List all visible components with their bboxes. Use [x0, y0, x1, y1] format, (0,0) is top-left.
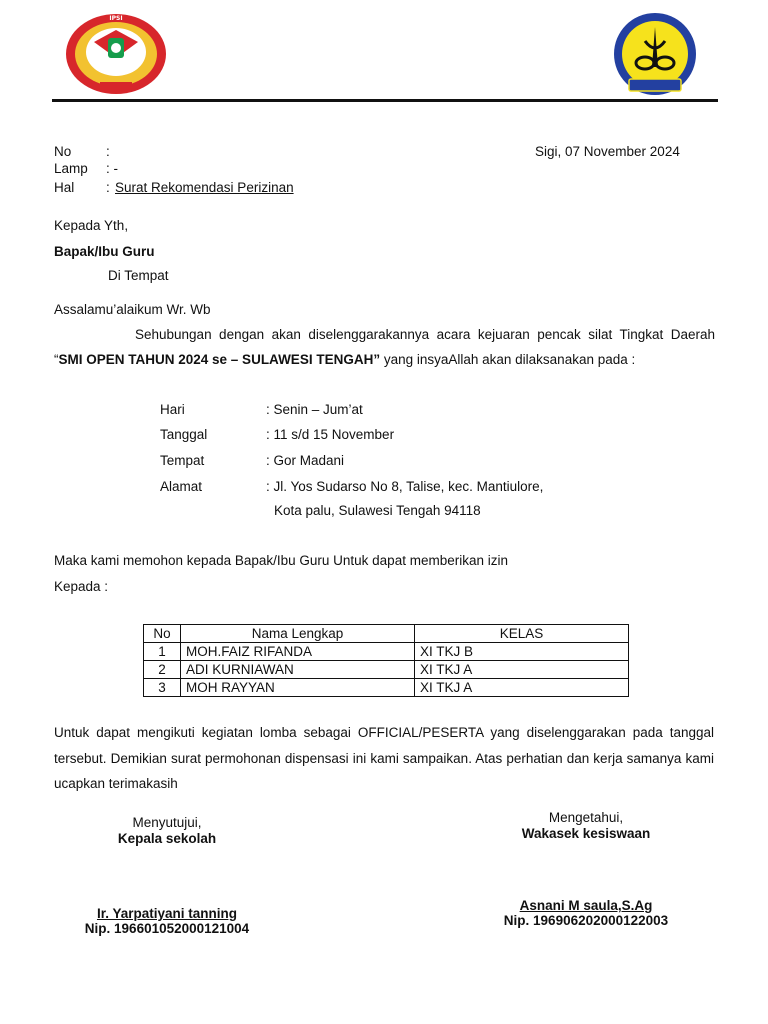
sign-right-name: Asnani M saula,S.Ag — [519, 898, 653, 913]
sign-left-label: Menyutujui, — [132, 815, 202, 830]
ips-logo — [64, 12, 168, 96]
hal-colon: : — [106, 180, 110, 195]
signature-right — [486, 810, 686, 928]
detail-label-tanggal: Tanggal — [160, 427, 208, 442]
detail-value-tanggal: : 11 s/d 15 November — [266, 427, 395, 442]
detail-label-tempat: Tempat — [160, 453, 205, 468]
sign-right-nip: Nip. 196906202000122003 — [503, 913, 669, 928]
table-header-row — [144, 625, 629, 643]
sign-right-label: Mengetahui, — [548, 810, 624, 825]
row-no: 2 — [144, 661, 181, 679]
intro-line-2-rest: yang insyaAllah akan dilaksanakan pada : — [380, 352, 636, 367]
sign-right-role: Wakasek kesiswaan — [521, 826, 651, 841]
lamp-label: Lamp — [54, 161, 88, 176]
row-name: MOH RAYYAN — [181, 679, 415, 697]
row-no: 1 — [144, 643, 181, 661]
signature-left — [66, 815, 268, 936]
sign-left-name: Ir. Yarpatiyani tanning — [96, 906, 238, 921]
request-line: Maka kami memohon kepada Bapak/Ibu Guru Untuk dapat memberikan izin — [54, 553, 508, 568]
detail-label-alamat: Alamat — [160, 479, 203, 494]
intro-line-1: Sehubungan dengan akan diselenggarakannya acara kejuaran pencak silat Tingkat Daerah — [135, 327, 715, 342]
row-class: XI TKJ A — [415, 661, 629, 679]
kepada-label: Kepada : — [54, 579, 109, 594]
detail-value-tempat: : Gor Madani — [266, 453, 345, 468]
sign-left-role: Kepala sekolah — [117, 831, 217, 846]
col-class-header: KELAS — [415, 625, 629, 643]
place-date: Sigi, 07 November 2024 — [535, 144, 680, 159]
header-rule — [52, 99, 718, 102]
event-name: SMI OPEN TAHUN 2024 se – SULAWESI TENGAH” — [58, 352, 381, 367]
quote-open: “ — [54, 352, 59, 367]
detail-value-alamat: : Jl. Yos Sudarso No 8, Talise, kec. Mantiulore, — [266, 479, 544, 494]
detail-value-hari: : Senin – Jum’at — [266, 402, 363, 417]
address-continuation: Kota palu, Sulawesi Tengah 94118 — [274, 503, 481, 518]
row-name: MOH.FAIZ RIFANDA — [181, 643, 415, 661]
col-name-header: Nama Lengkap — [181, 625, 415, 643]
greeting: Kepada Yth, — [54, 218, 129, 233]
sign-left-nip: Nip. 196601052000121004 — [84, 921, 250, 936]
row-class: XI TKJ A — [415, 679, 629, 697]
row-name: ADI KURNIAWAN — [181, 661, 415, 679]
closing-paragraph: Untuk dapat mengikuti kegiatan lomba sebagai OFFICIAL/PESERTA yang diselenggarakan pada tanggal tersebut. Demikian surat permohonan dispensasi ini kami sampaikan. Atas perhatian dan kerja samanya kami ucapkan terimakasih — [54, 725, 714, 791]
salam: Assalamu’alaikum Wr. Wb — [54, 302, 211, 317]
svg-text:IPSI: IPSI — [109, 15, 123, 22]
table-row — [144, 643, 629, 661]
no-value: : — [106, 144, 110, 159]
kpsn-logo — [605, 11, 705, 97]
students-table — [143, 624, 629, 697]
lamp-value: : - — [106, 161, 118, 176]
intro-line-2 — [54, 352, 635, 367]
row-class: XI TKJ B — [415, 643, 629, 661]
detail-label-hari: Hari — [160, 402, 185, 417]
table-row — [144, 661, 629, 679]
recipient-place: Di Tempat — [108, 268, 169, 283]
hal-value: Surat Rekomendasi Perizinan — [115, 180, 294, 195]
col-no-header: No — [144, 625, 181, 643]
row-no: 3 — [144, 679, 181, 697]
no-label: No — [54, 144, 72, 159]
table-row — [144, 679, 629, 697]
hal-label: Hal — [54, 180, 75, 195]
recipient-name: Bapak/Ibu Guru — [54, 244, 155, 259]
